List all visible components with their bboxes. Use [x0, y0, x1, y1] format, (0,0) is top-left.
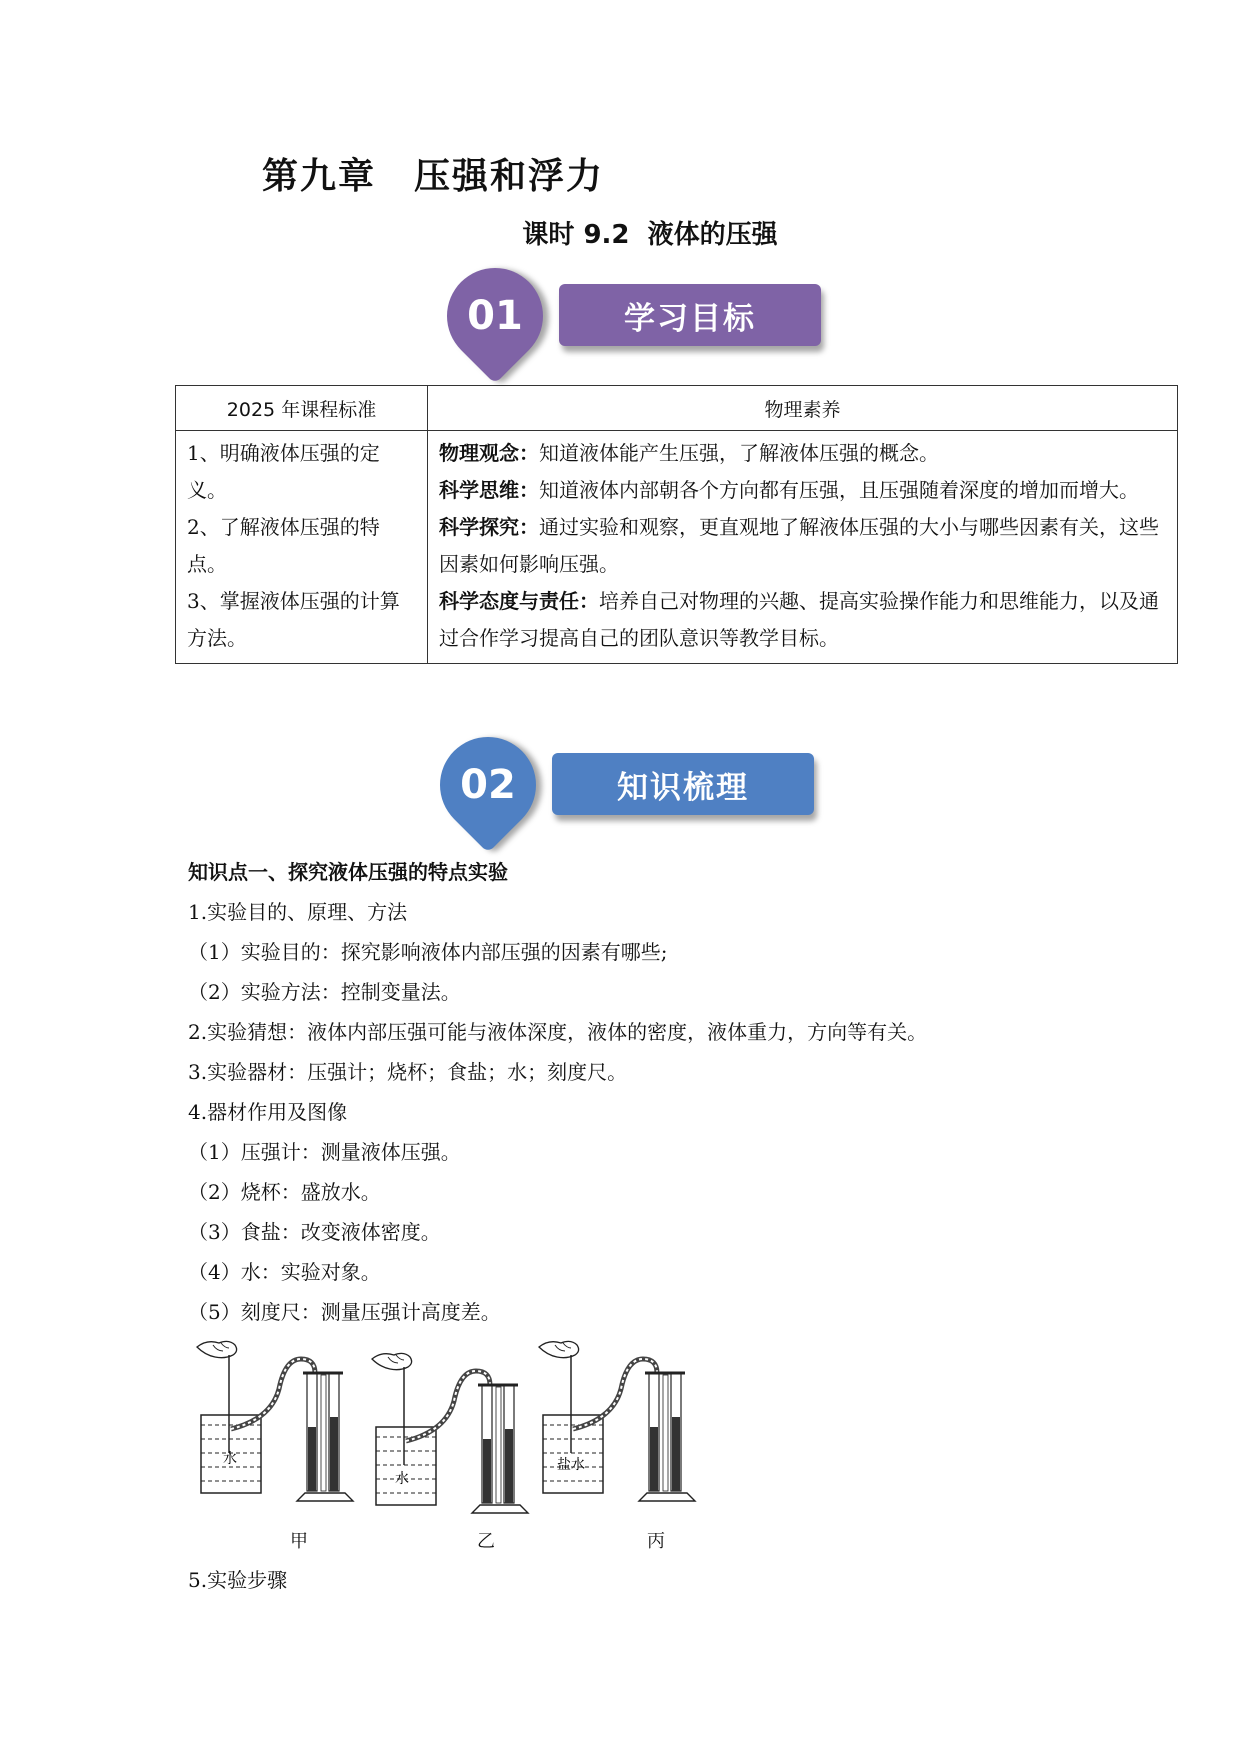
knowledge-line: 3.实验器材：压强计；烧杯；食盐；水；刻度尺。 [188, 1060, 628, 1084]
standard-item: 3、掌握液体压强的计算方法。 [187, 589, 400, 650]
standards-cell [176, 431, 428, 664]
liquid-label: 水 [223, 1451, 237, 1467]
apparatus-jia [197, 1341, 353, 1501]
knowledge-line: （4）水：实验对象。 [188, 1260, 381, 1284]
literacy-label: 物理观念： [439, 441, 539, 465]
knowledge-line: （3）食盐：改变液体密度。 [188, 1220, 441, 1244]
section-banner-knowledge [440, 737, 830, 837]
goals-table [175, 385, 1178, 664]
section-number: 02 [460, 762, 516, 808]
experiment-illustration [195, 1335, 715, 1525]
knowledge-line: 2.实验猜想：液体内部压强可能与液体深度，液体的密度，液体重力，方向等有关。 [188, 1020, 928, 1044]
liquid-label: 水 [395, 1471, 409, 1487]
table-header-row [176, 386, 1178, 431]
lesson-title: 课时 9.2 液体的压强 [522, 220, 778, 250]
literacy-label: 科学探究： [439, 515, 539, 539]
literacy-text: 培养自己对物理的兴趣、提高实验操作能力和思维能力，以及通过合作学习提高自己的团队意识等教学目标。 [439, 589, 1159, 650]
pressure-gauge-figure [195, 1335, 715, 1550]
section-label: 学习目标 [559, 284, 821, 346]
apparatus-bing [539, 1341, 695, 1501]
knowledge-line: （1）实验目的：探究影响液体内部压强的因素有哪些; [188, 940, 668, 964]
literacy-item [439, 472, 1167, 509]
standard-item: 2、了解液体压强的特点。 [187, 515, 380, 576]
literacy-label: 科学态度与责任： [439, 589, 599, 613]
section-number: 01 [467, 293, 523, 339]
knowledge-heading: 知识点一、探究液体压强的特点实验 [188, 860, 508, 884]
literacy-label: 科学思维： [439, 478, 539, 502]
table-header-standard: 2025 年课程标准 [176, 386, 428, 431]
steps-title: 5.实验步骤 [188, 1568, 288, 1592]
literacy-text: 知道液体内部朝各个方向都有压强，且压强随着深度的增加而增大。 [539, 478, 1139, 502]
literacy-item [439, 509, 1167, 583]
standard-item: 1、明确液体压强的定义。 [187, 441, 380, 502]
section-label: 知识梳理 [552, 753, 814, 815]
chapter-title: 第九章 压强和浮力 [262, 156, 605, 197]
knowledge-line: （2）烧杯：盛放水。 [188, 1180, 381, 1204]
knowledge-line: （2）实验方法：控制变量法。 [188, 980, 461, 1004]
knowledge-line: 4.器材作用及图像 [188, 1100, 348, 1124]
apparatus-yi [372, 1353, 528, 1513]
section-banner-goals [447, 268, 837, 368]
literacy-item [439, 583, 1167, 657]
knowledge-line: （5）刻度尺：测量压强计高度差。 [188, 1300, 501, 1324]
literacy-item [439, 435, 1167, 472]
figure-caption-jia: 甲 [290, 1531, 308, 1552]
literacy-text: 知道液体能产生压强，了解液体压强的概念。 [539, 441, 939, 465]
figure-caption-bing: 丙 [647, 1531, 665, 1552]
liquid-label: 盐水 [557, 1457, 585, 1473]
figure-caption-yi: 乙 [477, 1531, 495, 1552]
table-row [176, 431, 1178, 664]
literacy-text: 通过实验和观察，更直观地了解液体压强的大小与哪些因素有关，这些因素如何影响压强。 [439, 515, 1159, 576]
literacy-cell [428, 431, 1178, 664]
table-header-literacy: 物理素养 [428, 386, 1178, 431]
knowledge-section [188, 852, 927, 1332]
knowledge-line: 1.实验目的、原理、方法 [188, 900, 408, 924]
knowledge-line: （1）压强计：测量液体压强。 [188, 1140, 461, 1164]
